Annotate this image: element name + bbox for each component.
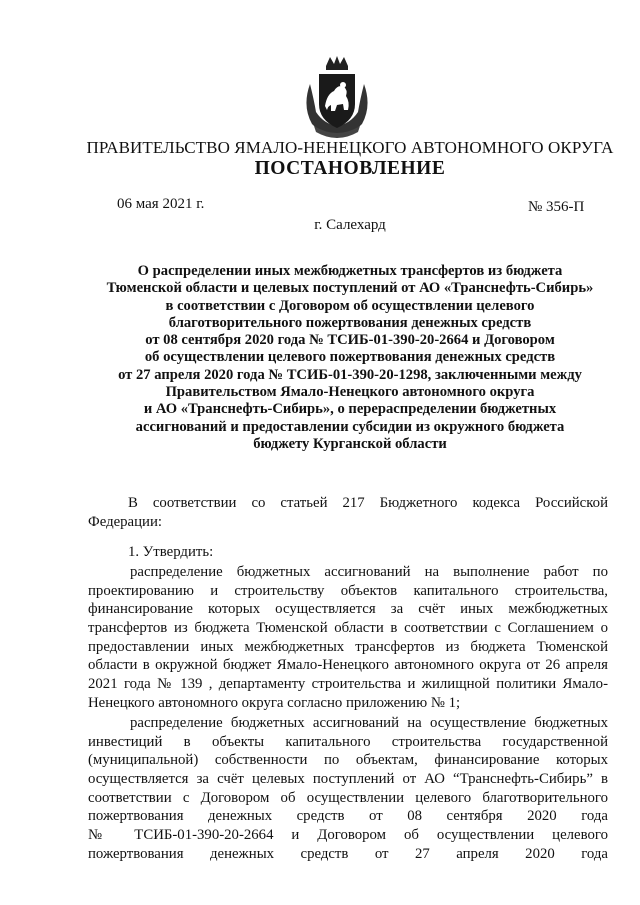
preamble-paragraph: [88, 494, 608, 531]
text-line: 2021 года № 139 , департаменту строительства и жилищной политики Ямало-: [88, 676, 608, 693]
text-line: инвестиций в объекты капитального строительства государственной: [88, 733, 608, 750]
title-line: от 08 сентября 2020 года № ТСИБ-01-390-20-2664 и Договором: [145, 332, 555, 349]
text-line: осуществляется за счёт целевых поступлений от АО “Транснефть-Сибирь” в: [88, 771, 608, 788]
title-line: О распределении иных межбюджетных трансфертов из бюджета: [137, 263, 563, 279]
text-line: финансирование которых осуществляется за счёт иных межбюджетных: [88, 601, 608, 618]
text-line: (муниципальной) собственности по объектам, финансирование которых: [88, 752, 608, 769]
text-line: № ТСИБ-01-390-20-2664 и Договором об осуществлении целевого: [88, 827, 608, 844]
text-line: области в окружной бюджет Ямало-Ненецкого автономного округа от 26 апреля: [88, 657, 608, 674]
text-line: трансфертов из бюджета Тюменской области в соответствии с Соглашением о: [88, 620, 608, 637]
text-line: распределение бюджетных ассигнований на осуществление бюджетных: [130, 715, 608, 731]
document-type: ПОСТАНОВЛЕНИЕ: [254, 158, 446, 179]
paragraph-2: [88, 714, 608, 864]
title-line: ассигнований и предоставлении субсидии из окружного бюджета: [135, 418, 565, 435]
paragraph-1: [88, 563, 608, 713]
text-line: пожертвования денежных средств от 27 апреля 2020 года: [88, 845, 608, 862]
title-line: от 27 апреля 2020 года № ТСИБ-01-390-20-1298, заключенными между: [118, 366, 582, 383]
text-line: соответствии с Договором об осуществлении целевого благотворительного: [88, 789, 608, 806]
title-line: Тюменской области и целевых поступлений от АО «Транснефть-Сибирь»: [106, 280, 594, 297]
text-line: предоставлении иных межбюджетных трансфертов из бюджета Тюменской: [88, 638, 608, 655]
document-city: г. Салехард: [314, 217, 386, 233]
title-line: благотворительного пожертвования денежных средств: [168, 314, 532, 331]
text-line: В соответствии со статьей 217 Бюджетного кодекса Российской: [128, 495, 608, 511]
text-line: Ненецкого автономного округа согласно приложению № 1;: [88, 694, 461, 711]
text-line: проектированию и строительству объектов капитального строительства,: [88, 582, 608, 599]
text-line: 1. Утвердить:: [128, 544, 214, 560]
title-line: и АО «Транснефть-Сибирь», о перераспределении бюджетных: [143, 401, 557, 418]
document-number: № 356-П: [528, 199, 585, 215]
text-line: распределение бюджетных ассигнований на выполнение работ по: [130, 564, 608, 580]
title-line: Правительством Ямало-Ненецкого автономного округа: [165, 384, 535, 401]
document-date: 06 мая 2021 г.: [117, 196, 205, 212]
text-line: Федерации:: [88, 513, 162, 530]
title-line: бюджету Курганской области: [253, 435, 447, 452]
title-line: об осуществлении целевого пожертвования денежных средств: [144, 349, 556, 366]
document-title: [60, 263, 640, 453]
text-line: пожертвования денежных средств от 08 сентября 2020 года: [88, 808, 608, 825]
title-line: в соответствии с Договором об осуществлении целевого: [165, 297, 535, 314]
coat-of-arms-emblem: [300, 54, 374, 140]
government-name: ПРАВИТЕЛЬСТВО ЯМАЛО-НЕНЕЦКОГО АВТОНОМНОГО ОКРУГА: [86, 138, 614, 157]
point-1-heading: [88, 543, 608, 562]
